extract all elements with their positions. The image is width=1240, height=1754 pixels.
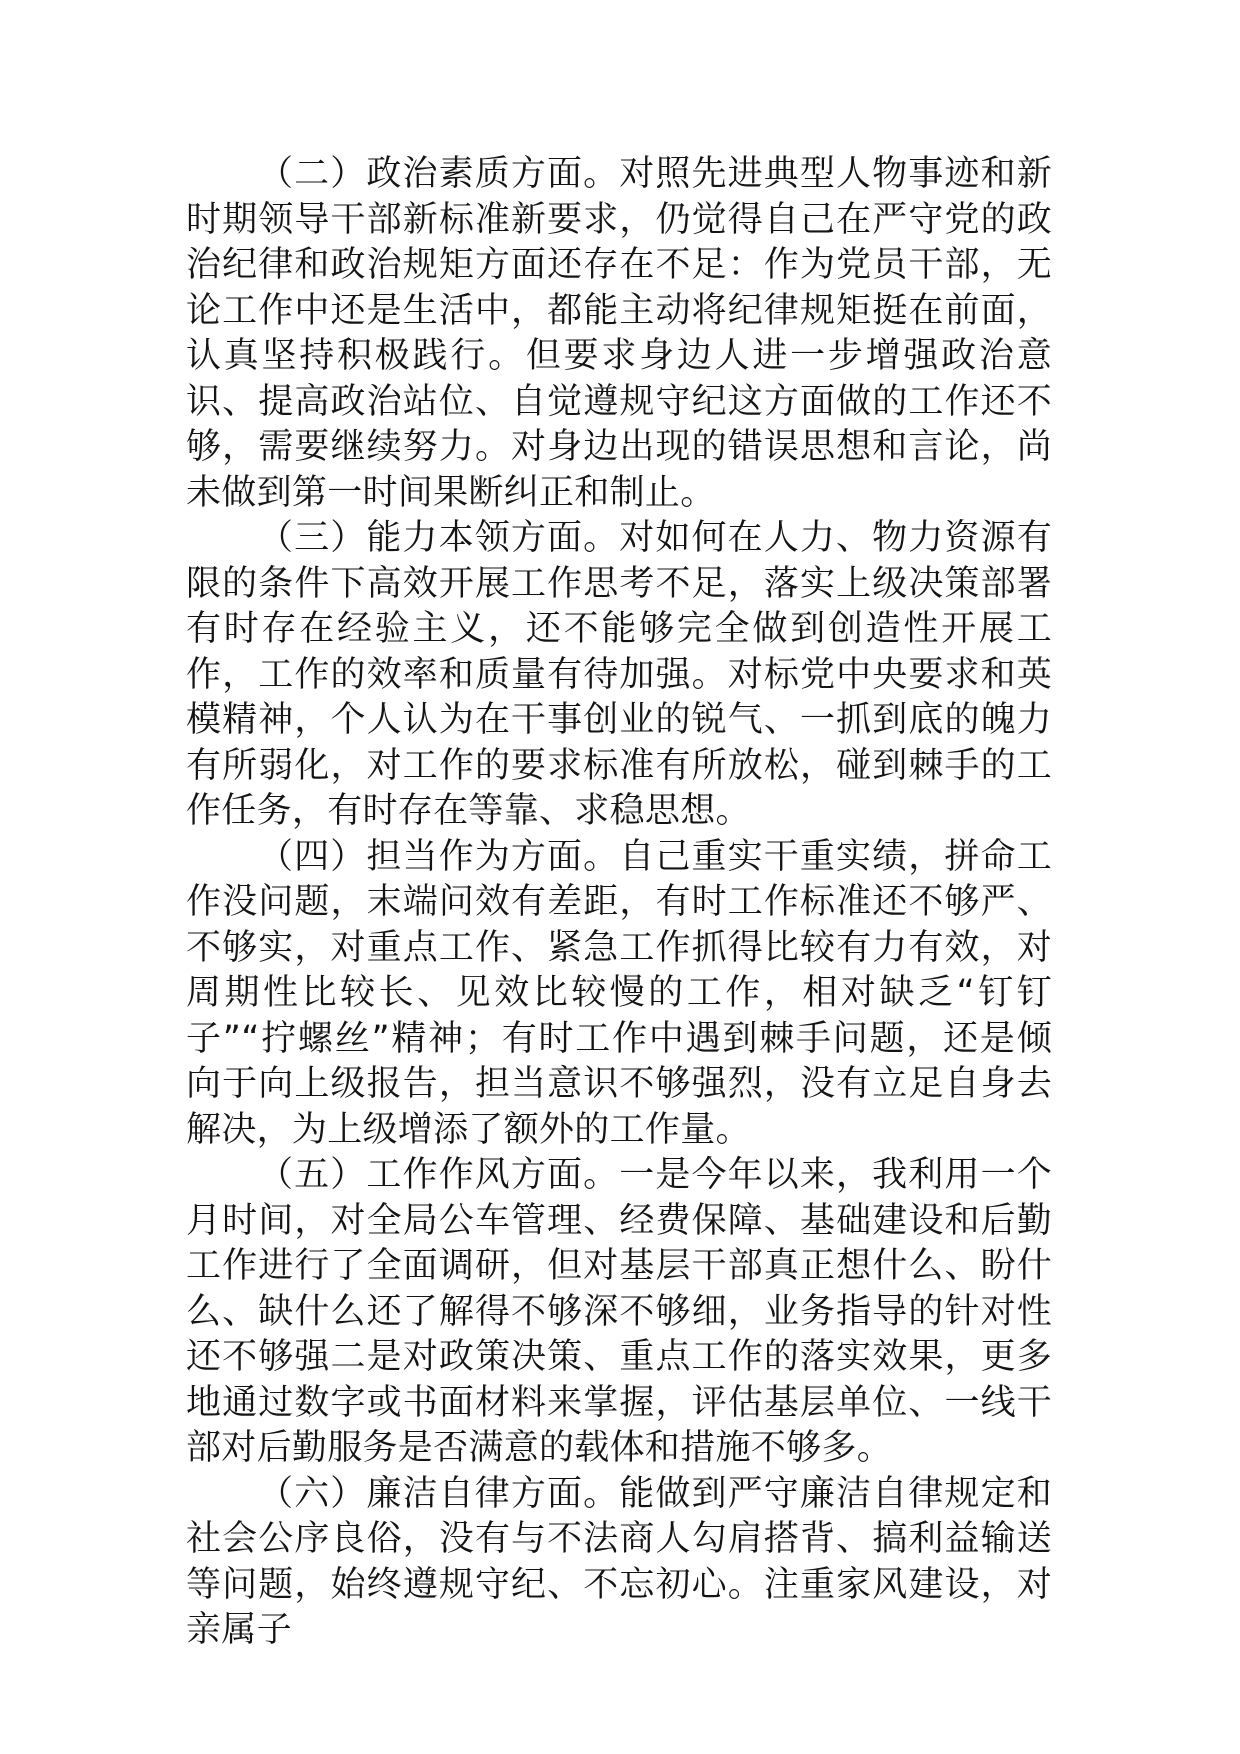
paragraph-responsibility: （四）担当作为方面。自己重实干重实绩，拼命工作没问题，末端问效有差距，有时工作标准还不够严、不够实，对重点工作、紧急工作抓得比较有力有效，对周期性比较长、见效比较慢的工作，相对缺乏“钉钉子”“拧螺丝”精神；有时工作中遇到棘手问题，还是倾向于向上级报告，担当意识不够强烈，没有立足自身去解决，为上级增添了额外的工作量。: [186, 836, 1052, 1150]
paragraph-political-quality: （二）政治素质方面。对照先进典型人物事迹和新时期领导干部新标准新要求，仍觉得自己在严守党的政治纪律和政治规矩方面还存在不足：作为党员干部，无论工作中还是生活中，都能主动将纪律规矩挺在前面，认真坚持积极践行。但要求身边人进一步增强政治意识、提高政治站位、自觉遵规守纪这方面做的工作还不够，需要继续努力。对身边出现的错误思想和言论，尚未做到第一时间果断纠正和制止。: [186, 154, 1052, 513]
paragraph-work-style: （五）工作作风方面。一是今年以来，我利用一个月时间，对全局公车管理、经费保障、基础建设和后勤工作进行了全面调研，但对基层干部真正想什么、盼什么、缺什么还了解得不够深不够细，业务指导的针对性还不够强二是对政策决策、重点工作的落实效果，更多地通过数字或书面材料来掌握，评估基层单位、一线干部对后勤服务是否满意的载体和措施不够多。: [186, 1155, 1052, 1468]
paragraph-ability: （三）能力本领方面。对如何在人力、物力资源有限的条件下高效开展工作思考不足，落实上级决策部署有时存在经验主义，还不能够完全做到创造性开展工作，工作的效率和质量有待加强。对标党中央要求和英模精神，个人认为在干事创业的锐气、一抓到底的魄力有所弱化，对工作的要求标准有所放松，碰到棘手的工作任务，有时存在等靠、求稳思想。: [186, 518, 1052, 831]
document-body: [186, 152, 1052, 1654]
paragraph-integrity: （六）廉洁自律方面。能做到严守廉洁自律规定和社会公序良俗，没有与不法商人勾肩搭背、搞利益输送等问题，始终遵规守纪、不忘初心。注重家风建设，对亲属子: [186, 1473, 1052, 1650]
